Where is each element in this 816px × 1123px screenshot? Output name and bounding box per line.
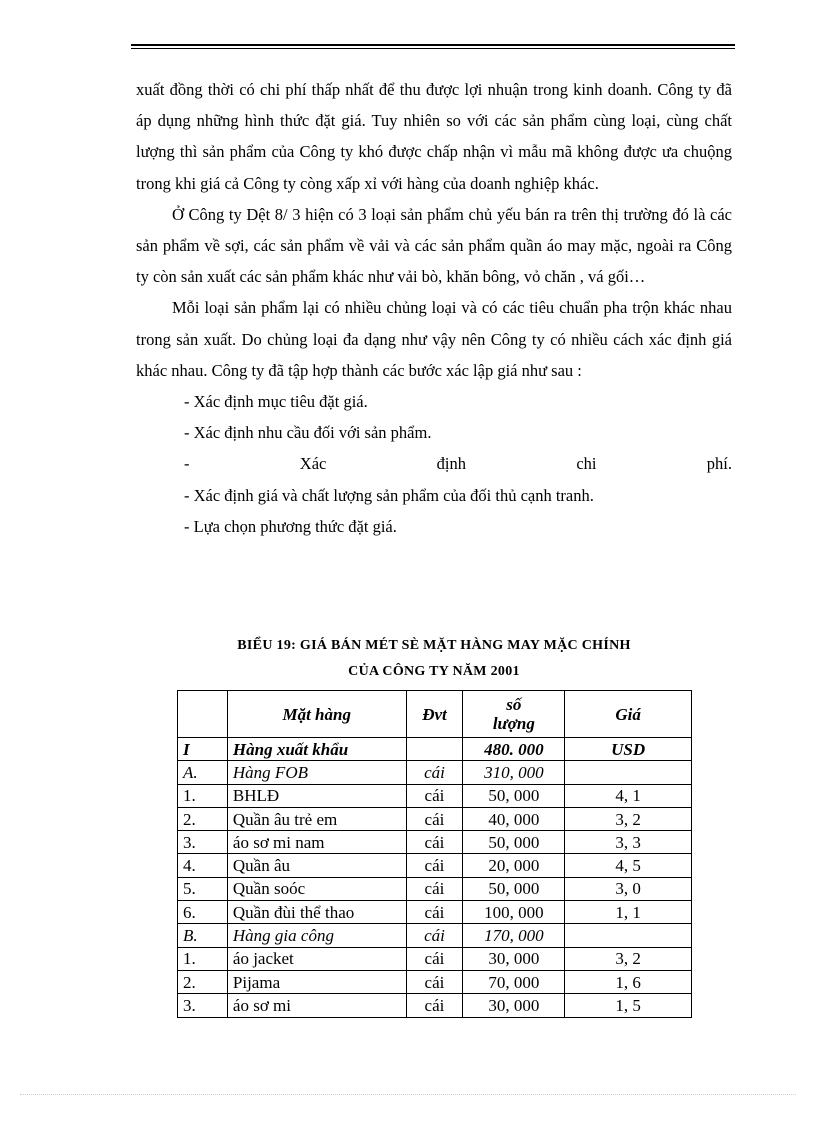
list-item-3-word: chi <box>576 454 597 474</box>
cell-item: Hàng FOB <box>227 761 406 784</box>
cell-qty: 30, 000 <box>463 994 565 1017</box>
cell-qty: 50, 000 <box>463 784 565 807</box>
cell-no: 2. <box>178 970 228 993</box>
cell-item: áo sơ mi <box>227 994 406 1017</box>
cell-qty: 310, 000 <box>463 761 565 784</box>
cell-unit: cái <box>406 947 463 970</box>
cell-item: Hàng gia công <box>227 924 406 947</box>
table-row <box>178 831 692 854</box>
cell-unit: cái <box>406 807 463 830</box>
header-no <box>178 691 228 738</box>
cell-price: 3, 2 <box>565 947 692 970</box>
cell-no: 3. <box>178 994 228 1017</box>
list-item-4: - Xác định giá và chất lượng sản phẩm của đối thủ cạnh tranh. <box>184 485 594 505</box>
cell-item: áo jacket <box>227 947 406 970</box>
cell-price: 4, 1 <box>565 784 692 807</box>
cell-no: A. <box>178 761 228 784</box>
header-qty-line2: lượng <box>492 714 535 733</box>
cell-price: 4, 5 <box>565 854 692 877</box>
cell-unit: cái <box>406 784 463 807</box>
list-item-3 <box>136 448 732 479</box>
cell-price: 1, 6 <box>565 970 692 993</box>
cell-item: BHLĐ <box>227 784 406 807</box>
table-row <box>178 738 692 761</box>
table-row <box>178 970 692 993</box>
list-item-3-word: - <box>184 454 190 474</box>
cell-qty: 70, 000 <box>463 970 565 993</box>
table-row <box>178 807 692 830</box>
header-rule-thin <box>131 48 735 49</box>
cell-item: áo sơ mi nam <box>227 831 406 854</box>
list-item-5: - Lựa chọn phương thức đặt giá. <box>184 516 397 536</box>
cell-qty: 40, 000 <box>463 807 565 830</box>
table-row <box>178 947 692 970</box>
cell-price <box>565 924 692 947</box>
cell-price: 1, 5 <box>565 994 692 1017</box>
cell-qty: 100, 000 <box>463 901 565 924</box>
cell-item: Quần soóc <box>227 877 406 900</box>
list-item-3-word: phí. <box>706 454 732 474</box>
table-row <box>178 854 692 877</box>
paragraph-2: Ở Công ty Dệt 8/ 3 hiện có 3 loại sản phẩm chủ yếu bán ra trên thị trường đó là các sản phẩm về sợi, các sản phẩm về vải và các sản phẩm quần áo may mặc, ngoài ra Công ty còn sản xuất các sản phẩm khác như vải bò, khăn bông, vỏ chăn , vá gối… <box>136 204 732 287</box>
list-item-2: - Xác định nhu cầu đối với sản phẩm. <box>184 423 432 443</box>
cell-unit: cái <box>406 924 463 947</box>
cell-unit: cái <box>406 831 463 854</box>
cell-qty: 50, 000 <box>463 831 565 854</box>
table-row <box>178 761 692 784</box>
paragraph-3: Mỗi loại sản phẩm lại có nhiều chủng loại và có các tiêu chuẩn pha trộn khác nhau trong sản xuất. Do chủng loại đa dạng như vậy nên Công ty có nhiều cách xác định giá khác nhau. Công ty đã tập hợp thành các bước xác lập giá như sau : <box>136 298 732 380</box>
cell-no: 2. <box>178 807 228 830</box>
cell-price: 1, 1 <box>565 901 692 924</box>
table-row <box>178 877 692 900</box>
cell-price <box>565 761 692 784</box>
cell-unit: cái <box>406 901 463 924</box>
cell-unit: cái <box>406 854 463 877</box>
body-text <box>136 74 732 542</box>
table-caption-line2: CỦA CÔNG TY NĂM 2001 <box>348 664 520 679</box>
cell-no: 6. <box>178 901 228 924</box>
price-table <box>177 690 692 1018</box>
header-unit: Đvt <box>406 691 463 738</box>
cell-no: 4. <box>178 854 228 877</box>
cell-unit <box>406 738 463 761</box>
cell-no: 5. <box>178 877 228 900</box>
cell-qty: 50, 000 <box>463 877 565 900</box>
cell-no: I <box>178 738 228 761</box>
cell-price: 3, 2 <box>565 807 692 830</box>
cell-price: 3, 0 <box>565 877 692 900</box>
cell-qty: 480. 000 <box>463 738 565 761</box>
cell-price: USD <box>565 738 692 761</box>
cell-qty: 30, 000 <box>463 947 565 970</box>
list-item-1: - Xác định mục tiêu đặt giá. <box>184 392 368 412</box>
header-qty <box>463 691 565 738</box>
list-item-3-word: Xác <box>299 454 327 474</box>
cell-no: 1. <box>178 784 228 807</box>
cell-no: B. <box>178 924 228 947</box>
page-bottom-edge <box>20 1094 796 1095</box>
cell-price: 3, 3 <box>565 831 692 854</box>
list-item-3-word: định <box>436 454 467 474</box>
table-row <box>178 994 692 1017</box>
cell-item: Quần đùi thể thao <box>227 901 406 924</box>
paragraph-1: xuất đồng thời có chi phí thấp nhất để thu được lợi nhuận trong kinh doanh. Công ty đã áp dụng những hình thức đặt giá. Tuy nhiên so với các sản phẩm cùng loại, cùng chất lượng thì sản phẩm của Công ty khó được chấp nhận vì mẫu mã không được ưa chuộng trong khi giá cả Công ty còng xấp xỉ với hàng của doanh nghiệp khác. <box>136 80 732 193</box>
table-header-row <box>178 691 692 738</box>
cell-no: 3. <box>178 831 228 854</box>
cell-qty: 20, 000 <box>463 854 565 877</box>
header-qty-line1: số <box>506 695 522 714</box>
header-price: Giá <box>565 691 692 738</box>
cell-no: 1. <box>178 947 228 970</box>
cell-item: Quần âu <box>227 854 406 877</box>
cell-item: Hàng xuất khẩu <box>227 738 406 761</box>
cell-unit: cái <box>406 877 463 900</box>
header-item: Mặt hàng <box>227 691 406 738</box>
cell-unit: cái <box>406 970 463 993</box>
header-rule-thick <box>131 44 735 46</box>
table-row <box>178 901 692 924</box>
cell-item: Quần âu trẻ em <box>227 807 406 830</box>
cell-unit: cái <box>406 761 463 784</box>
cell-item: Pijama <box>227 970 406 993</box>
table-row <box>178 784 692 807</box>
table-row <box>178 924 692 947</box>
cell-qty: 170, 000 <box>463 924 565 947</box>
cell-unit: cái <box>406 994 463 1017</box>
table-caption-line1: BIỂU 19: GIÁ BÁN MÉT SÈ MẶT HÀNG MAY MẶC CHÍNH <box>237 638 631 653</box>
